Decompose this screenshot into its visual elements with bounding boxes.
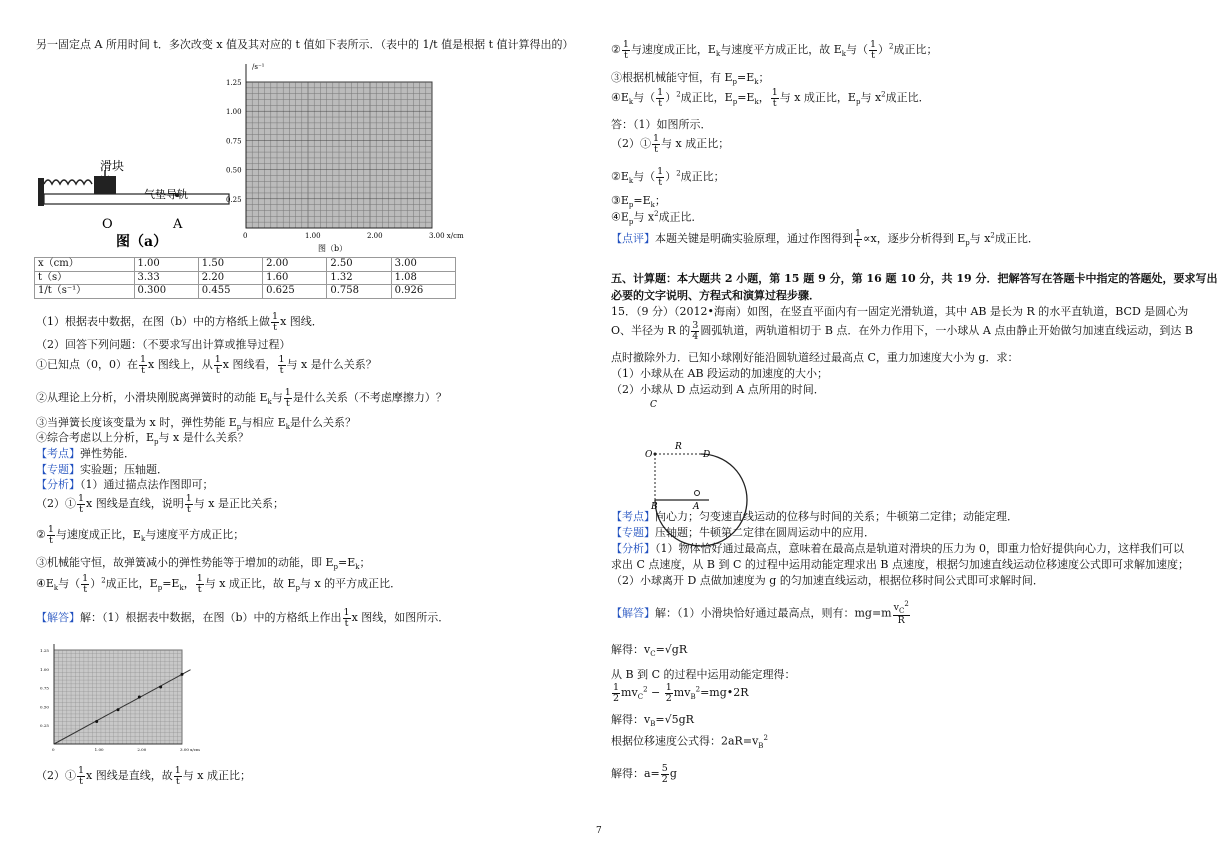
table-cell: 1.60: [263, 271, 327, 285]
r-jieda-4: $\frac{1}{2}$ $mv_C^2$ − $\frac{1}{2}$ $mv_B^2=mg•2R$: [613, 682, 749, 704]
table-row-header: x（cm）: [35, 258, 135, 272]
answer-chart-xtick: 3.00 x/cm: [180, 747, 200, 752]
table-row: [35, 285, 456, 299]
section-5-b: 必要的文字说明、方程式和演算过程步骤．: [611, 289, 820, 302]
p15-line-a: 15．（9 分）（2012•海南）如图，在竖直平面内有一固定光滑轨道，其中 AB 是长为 R 的水平直轨道，BCD 是圆心为: [611, 305, 1189, 318]
intro-text: 另一固定点 A 所用时间 t．多次改变 x 值及其对应的 t 值如下表所示．（表中的 1/t 值是根据 t 值计算得出的）: [36, 38, 574, 51]
track-figure: [609, 398, 729, 510]
r-jieda-3: 从 B 到 C 的过程中运用动能定理得：: [611, 668, 796, 681]
r-zhuanti: 【专题】压轴题；牛顿第二定律在圆周运动中的应用．: [611, 526, 875, 539]
data-point: [159, 685, 162, 688]
label-r: R: [675, 442, 682, 452]
answer-chart-ytick: 1.00: [40, 666, 49, 672]
point-o-label: O: [102, 217, 113, 232]
figure-b-xtick: 1.00: [305, 232, 321, 240]
figure-b-yticks: [226, 79, 242, 204]
answer-4: $③E_p=E_k$；: [611, 194, 666, 210]
table-cell: 1.00: [134, 258, 198, 272]
answer-3: $②E_k$与（ $\frac{1}{t}$ ）$^2$成正比；: [611, 166, 725, 188]
q1: （1）根据表中数据，在图（b）中的方格纸上做 $\frac{1}{t}$ x 图线．: [36, 311, 323, 333]
table-cell: 1.32: [327, 271, 391, 285]
kaodian: 【考点】弹性势能．: [36, 447, 135, 460]
page-number: 7: [596, 826, 602, 836]
zhuanti: 【专题】实验题；压轴题．: [36, 463, 168, 476]
answer-chart-xtick: 1.00: [94, 747, 104, 752]
q2-4: ④综合考虑以上分析，$E_p$与 x 是什么关系？: [36, 431, 249, 447]
point-a-label: A: [173, 217, 183, 232]
fenxi-4: ③机械能守恒，故弹簧减小的弹性势能等于增加的动能，即 $E_p=E_k$；: [36, 556, 371, 572]
answer-chart-ytick: 0.75: [40, 685, 49, 691]
answer-chart-xtick: 2.00: [137, 747, 147, 752]
figure-b-xtick: 0: [243, 232, 248, 240]
figure-a-caption: 图（a）: [116, 234, 168, 250]
figure-b-xtick: 2.00: [367, 232, 383, 240]
answer-chart: [40, 640, 200, 755]
r-fenxi-2: 求出 C 点速度，从 B 到 C 的过程中运用动能定理求出 B 点速度，根据匀加速直线运动位移速度公式即可求解加速度；: [611, 558, 1189, 571]
answer-2: （2）① $\frac{1}{t}$ 与 x 成正比；: [611, 133, 730, 155]
table-cell: 0.455: [198, 285, 262, 299]
r-kaodian: 【考点】向心力；匀变速直线运动的位移与时间的关系；牛顿第二定律；动能定理．: [611, 510, 1018, 523]
figure-b-xticks: [243, 232, 464, 240]
data-point: [138, 696, 141, 699]
table-row: [35, 258, 456, 272]
table-row-header: t（s）: [35, 271, 135, 285]
table-cell: 0.758: [327, 285, 391, 299]
r-fenxi-3: （2）小球离开 D 点做加速度为 g 的匀加速直线运动，根据位移时间公式即可求解时间．: [611, 574, 1044, 587]
figure-b: [226, 60, 464, 253]
fenxi-3: ② $\frac{1}{t}$ 与速度成正比，$E_k$与速度平方成正比；: [36, 524, 245, 546]
p15-line-c: 点时撤除外力．已知小球刚好能沿圆轨道经过最高点 C，重力加速度大小为 g．求：: [611, 351, 1019, 364]
answer-1: 答：（1）如图所示．: [611, 118, 712, 131]
answer-chart-ytick: 0.50: [40, 704, 49, 710]
data-point: [117, 708, 120, 711]
r-jieda-2: 解得：$v_C=√gR$: [611, 643, 688, 659]
label-o: O: [645, 450, 653, 460]
data-table: [34, 257, 456, 299]
label-d: D: [703, 450, 711, 460]
table-cell: 2.50: [327, 258, 391, 272]
answer-chart-xtick: 0: [52, 747, 55, 752]
answer-5: $④E_p$与 $x^2$成正比．: [611, 210, 703, 226]
r-line-3: $④E_k$与（ $\frac{1}{t}$ ）$^2$成正比，$E_p=E_k$， $\frac{1}{t}$ 与 x 成正比，$E_p$与 $x^2$成正比．: [611, 87, 930, 109]
p15-line-b: O、半径为 R 的 $\frac{3}{4}$ 圆弧轨道，两轨道相切于 B 点．在外力作用下，一小球从 A 点由静止开始做匀加速直线运动，到达 B: [611, 320, 1193, 342]
p15-q1: （1）小球从在 AB 段运动的加速度的大小；: [611, 367, 829, 380]
data-point: [181, 673, 184, 676]
q2: （2）回答下列问题：（不要求写出计算或推导过程）: [36, 338, 291, 351]
r-line-1: ② $\frac{1}{t}$ 与速度成正比，$E_k$与速度平方成正比，故 $E_k$与（ $\frac{1}{t}$ ）$^2$成正比；: [611, 39, 938, 61]
label-a: A: [693, 502, 700, 512]
fenxi-5: $④E_k$与（ $\frac{1}{t}$ ）$^2$成正比，$E_p=E_k$， $\frac{1}{t}$ 与 x 成正比，故 $E_p$与 x 的平方成正比．: [36, 573, 402, 595]
figure-b-ytick: 0.25: [226, 195, 242, 204]
figure-b-ytick: 0.50: [226, 166, 242, 175]
jieda-2: （2）① $\frac{1}{t}$ x 图线是直线，故 $\frac{1}{t}$ 与 x 成正比；: [36, 765, 251, 787]
q2-1: ①已知点（0，0）在 $\frac{1}{t}$ x 图线上，从 $\frac{1}{t}$ x 图线看， $\frac{1}{t}$ 与 x 是什么关系？: [36, 354, 377, 376]
r-jieda-1: 【解答】解：（1）小滑块恰好通过最高点，则有：mg=m $\frac{v_C^2}{R}$: [611, 600, 909, 627]
table-cell: 0.300: [134, 285, 198, 299]
figure-b-ytick: 1.25: [226, 79, 242, 87]
table-cell: 1.50: [198, 258, 262, 272]
r-jieda-5: 解得：$v_B=√5gR$: [611, 713, 694, 729]
fenxi-2: （2）① $\frac{1}{t}$ x 图线是直线，说明 $\frac{1}{t}$ 与 x 是正比关系；: [36, 493, 284, 515]
figure-b-xtick: 3.00 x/cm: [429, 232, 464, 240]
figure-a: [36, 150, 236, 255]
q2-3: ③当弹簧长度该变量为 x 时，弹性势能 $E_p$与相应 $E_k$是什么关系？: [36, 416, 356, 432]
r-jieda-6: 根据位移速度公式得：$2aR=v_B^2$: [611, 734, 768, 750]
figure-b-ytick: 1.00: [226, 108, 242, 117]
y-axis-unit: /s⁻¹: [252, 63, 265, 71]
answer-chart-ytick: 0.25: [40, 723, 49, 729]
fenxi-1: 【分析】（1）通过描点法作图即可；: [36, 478, 214, 491]
table-cell: 3.00: [391, 258, 455, 272]
data-point: [95, 720, 98, 723]
answer-chart-ytick: 1.25: [40, 648, 49, 653]
table-cell: 2.20: [198, 271, 262, 285]
dianping: 【点评】本题关键是明确实验原理，通过作图得到 $\frac{1}{t}$ ∝x，逐步分析得到 $E_p$与 $x^2$成正比．: [611, 228, 1039, 250]
table-row-header: 1/t（s⁻¹）: [35, 285, 135, 299]
rail-label: 气垫导轨: [144, 188, 188, 201]
slider-label: 滑块: [100, 159, 125, 173]
label-b: B: [651, 502, 658, 512]
table-row: [35, 271, 456, 285]
table-cell: 2.00: [263, 258, 327, 272]
r-fenxi-1: 【分析】（1）物体恰好通过最高点，意味着在最高点是轨道对滑块的压力为 0，即重力恰好提供向心力，这样我们可以: [611, 542, 1184, 555]
q2-2: ②从理论上分析，小滑块刚脱离弹簧时的动能 $E_k$与 $\frac{1}{t}$ 是什么关系（不考虑摩擦力）？: [36, 387, 447, 409]
table-cell: 0.926: [391, 285, 455, 299]
r-jieda-7: 解得：a= $\frac{5}{2}$ g: [611, 763, 677, 785]
p15-q2: （2）小球从 D 点运动到 A 点所用的时间．: [611, 383, 825, 396]
r-line-2: ③根据机械能守恒，有 $E_p=E_k$；: [611, 71, 770, 87]
section-5-a: 五、计算题：本大题共 2 小题，第 15 题 9 分，第 16 题 10 分，共 19 分．把解答写在答题卡中指定的答题处，要求写出: [611, 272, 1218, 285]
table-cell: 1.08: [391, 271, 455, 285]
figure-b-ytick: 0.75: [226, 137, 242, 146]
label-c: C: [650, 400, 657, 410]
table-cell: 3.33: [134, 271, 198, 285]
table-cell: 0.625: [263, 285, 327, 299]
figure-b-caption: 图（b）: [318, 244, 348, 253]
jieda-1: 【解答】解：（1）根据表中数据，在图（b）中的方格纸上作出 $\frac{1}{t}$ x 图线，如图所示．: [36, 607, 450, 629]
